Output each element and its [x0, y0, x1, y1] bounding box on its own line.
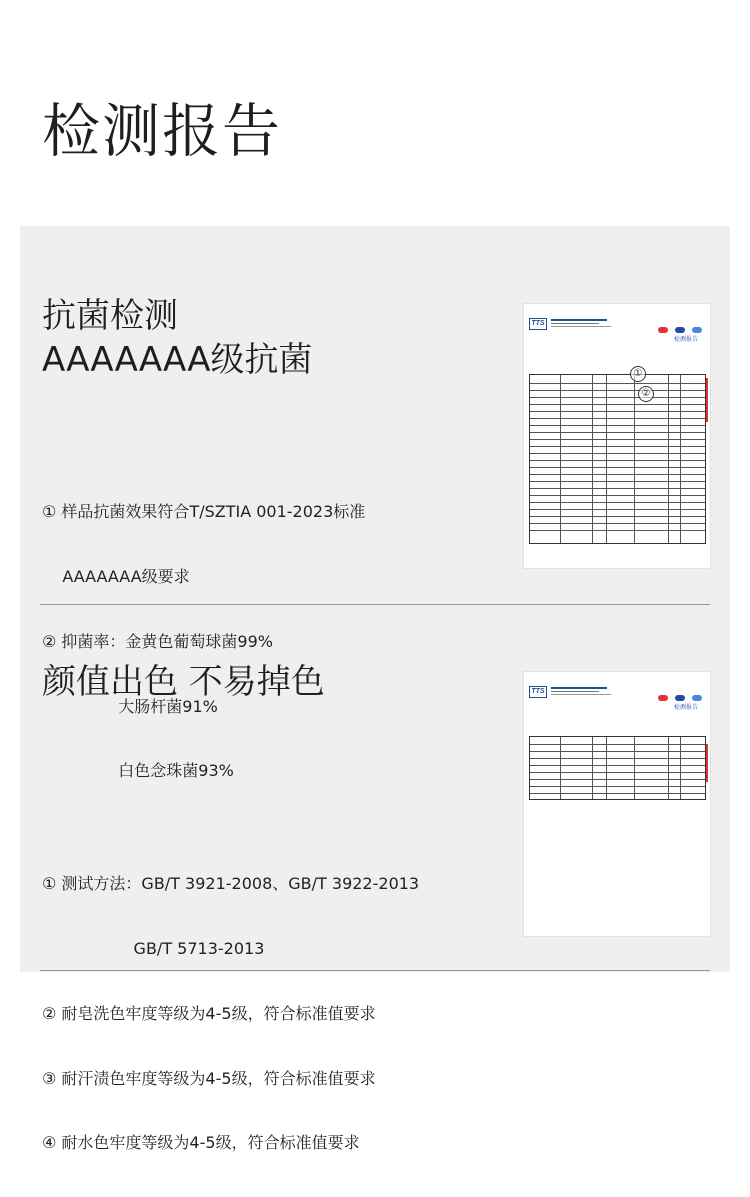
list-item: 大肠杆菌91%: [42, 696, 218, 716]
section-subtitle: AAAAAAA级抗菌: [42, 340, 313, 380]
list-item: AAAAAAA级要求: [42, 566, 190, 586]
accreditation-icon: [658, 327, 668, 333]
content-panel: [20, 226, 730, 1153]
red-stamp: [706, 378, 708, 422]
list-item: ① 样品抗菌效果符合T/SZTIA 001-2023标准: [42, 502, 366, 522]
list-item: ② 耐皂洗色牢度等级为4-5级，符合标准值要求: [42, 1003, 376, 1023]
report-heading: 检测报告: [673, 336, 698, 343]
callout-1: ①: [630, 366, 646, 382]
list-item: ④ 耐水色牢度等级为4-5级，符合标准值要求: [42, 1133, 360, 1153]
org-name-lines: [551, 686, 611, 695]
test-report-image: [524, 304, 710, 568]
accreditation-icon: [675, 695, 685, 701]
accreditation-icon: [692, 695, 702, 701]
section-divider: [40, 604, 710, 605]
page-title: 检测报告: [42, 97, 283, 165]
list-item: ② 抑菌率：金黄色葡萄球菌99%: [42, 631, 273, 651]
red-stamp: [706, 744, 708, 782]
list-item: 白色念珠菌93%: [42, 761, 234, 781]
accreditation-icon: [675, 327, 685, 333]
list-item: ① 测试方法：GB/T 3921-2008、GB/T 3922-2013: [42, 874, 420, 894]
section-title: 抗菌检测: [42, 296, 178, 336]
list-item: ③ 耐汗渍色牢度等级为4-5级，符合标准值要求: [42, 1068, 376, 1088]
report-table: [529, 736, 706, 800]
section-divider: [40, 970, 710, 971]
accreditation-icon: [658, 695, 668, 701]
feature-list: [42, 458, 365, 825]
callout-2: ②: [638, 386, 654, 402]
tts-logo: TTS: [529, 686, 547, 698]
accreditation-icon: [692, 327, 702, 333]
tts-logo: TTS: [529, 318, 547, 330]
report-heading: 检测报告: [673, 704, 698, 711]
test-report-image: [524, 672, 710, 936]
report-table: [529, 374, 706, 544]
list-item: GB/T 5713-2013: [42, 938, 265, 958]
org-name-lines: [551, 318, 611, 327]
section-title: 颜值出色 不易掉色: [42, 662, 325, 702]
feature-list: [42, 830, 419, 1197]
